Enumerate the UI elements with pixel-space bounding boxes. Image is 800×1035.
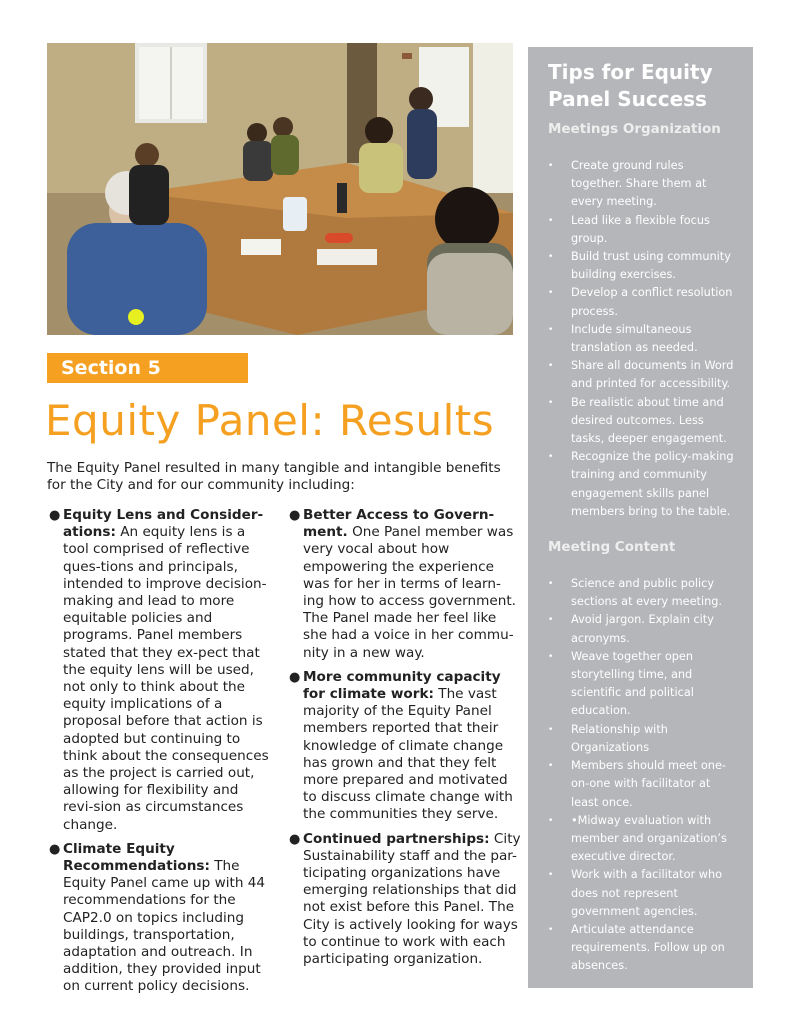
bullet-icon: • — [548, 361, 554, 372]
bullet-icon: • — [548, 924, 554, 935]
tip-text: Share all documents in Word and printed for accessibility. — [571, 359, 734, 391]
tip-item — [548, 866, 737, 921]
item-text: City Sustainability staff and the par-ticipating organizations have emerging relationships that did not exist before this Panel. The City is actively looking for ways to continue to work with each participating organization. — [303, 830, 521, 968]
bullet-icon: • — [548, 870, 554, 881]
tip-item — [548, 248, 737, 284]
tip-item — [548, 575, 737, 611]
tip-item — [548, 921, 737, 976]
section-label: Section 5 — [47, 353, 248, 383]
list-item — [287, 669, 521, 824]
meeting-photo — [47, 43, 513, 335]
tip-text: Develop a conflict resolution process. — [571, 286, 733, 318]
bullet-icon: • — [548, 815, 554, 826]
bullet-icon: • — [548, 397, 554, 408]
tip-item — [548, 611, 737, 647]
tip-item — [548, 394, 737, 449]
right-results-list — [287, 507, 521, 975]
tips-sidebar — [528, 47, 753, 988]
page-title: Equity Panel: Results — [45, 396, 495, 445]
tip-item — [548, 757, 737, 812]
bullet-icon: ● — [49, 841, 61, 857]
bullet-icon: • — [548, 579, 554, 590]
tip-text: •Midway evaluation with member and organization’s executive director. — [571, 813, 727, 864]
item-text: The Equity Panel came up with 44 recommendations for the CAP2.0 on topics including buildings, transportation, adaptation and outreach. In addition, they provided input on current policy decisions. — [63, 858, 266, 995]
tip-item — [548, 212, 737, 248]
tip-item — [548, 721, 737, 757]
content-heading: Meeting Content — [548, 539, 676, 556]
tip-text: Be realistic about time and desired outcomes. Less tasks, deeper engagement. — [571, 395, 727, 446]
list-item — [47, 841, 273, 996]
bullet-icon: • — [548, 761, 554, 772]
tip-text: Create ground rules together. Share them at every meeting. — [571, 159, 707, 209]
tip-text: Avoid jargon. Explain city acronyms. — [571, 613, 714, 645]
tip-text: Work with a facilitator who does not represent government agencies. — [571, 868, 723, 918]
org-heading: Meetings Organization — [548, 121, 721, 137]
intro-paragraph: The Equity Panel resulted in many tangible and intangible benefits for the City and for our community including: — [47, 460, 501, 493]
bullet-icon: • — [548, 452, 554, 463]
item-heading: Better Access to Govern-ment. — [303, 507, 495, 541]
content-tips-list — [548, 575, 737, 975]
tip-text: Recognize the policy-making training and community engagement skills panel members bring to the table. — [571, 450, 734, 518]
bullet-icon: ● — [49, 508, 61, 523]
tip-item — [548, 321, 737, 357]
bullet-icon: • — [548, 724, 554, 735]
meeting-photo-illustration — [47, 43, 513, 335]
tip-item — [548, 648, 737, 721]
list-item — [287, 831, 521, 969]
item-heading: Continued partnerships: — [303, 830, 490, 847]
tip-item — [548, 812, 737, 867]
tip-text: Relationship with Organizations — [571, 722, 668, 754]
item-text: The vast majority of the Equity Panel members reported that their knowledge of climate change has grown and that they felt more prepared and motivated to discuss climate change with the communities they serve. — [303, 686, 513, 823]
item-heading: Equity Lens and Consider-ations: — [63, 507, 264, 541]
bullet-icon: • — [548, 651, 554, 662]
list-item — [287, 507, 521, 662]
tip-text: Lead like a flexible focus group. — [571, 213, 710, 245]
item-text: An equity lens is a tool comprised of reflective ques-tions and principals, intended to improve decision-making and lead to more equitable policies and programs. Panel members stated that they ex-pect that the equity lens will be used, not only to think about the equity implications of a proposal before that action is adopted but continuing to think about the consequences as the project is carried out, allowing for flexibility and revi-sion as circumstances change. — [63, 524, 269, 833]
tip-text: Build trust using community building exercises. — [571, 250, 731, 282]
bullet-icon: • — [548, 252, 554, 263]
tip-text: Members should meet one-on-one with facilitator at least once. — [571, 759, 726, 809]
sidebar-title: Tips for Equity Panel Success — [548, 60, 713, 111]
tip-text: Science and public policy sections at every meeting. — [571, 577, 723, 609]
tip-text: Include simultaneous translation as needed. — [571, 322, 698, 355]
bullet-icon: ● — [289, 669, 301, 685]
tip-item — [548, 284, 737, 320]
org-tips-list — [548, 157, 737, 521]
bullet-icon: • — [548, 288, 554, 299]
bullet-icon: ● — [289, 831, 301, 847]
tip-item — [548, 448, 737, 521]
left-results-list — [47, 507, 273, 1003]
item-heading: More community capacity for climate work: — [303, 668, 501, 703]
tip-text: Weave together open storytelling time, and scientific and political education. — [571, 649, 694, 718]
item-text: One Panel member was very vocal about how empowering the experience was for her in terms of learn-ing how to access government. The Panel made her feel like she had a voice in her commu-nity in a new way. — [303, 524, 516, 661]
bullet-icon: ● — [289, 508, 301, 523]
tip-item — [548, 157, 737, 212]
list-item — [47, 507, 273, 834]
bullet-icon: • — [548, 615, 554, 626]
tip-text: Articulate attendance requirements. Follow up on absences. — [571, 922, 725, 973]
bullet-icon: • — [548, 215, 554, 226]
bullet-icon: • — [548, 324, 554, 335]
tip-item — [548, 357, 737, 393]
item-heading: Climate Equity Recommendations: — [63, 840, 210, 875]
bullet-icon: • — [548, 161, 554, 171]
